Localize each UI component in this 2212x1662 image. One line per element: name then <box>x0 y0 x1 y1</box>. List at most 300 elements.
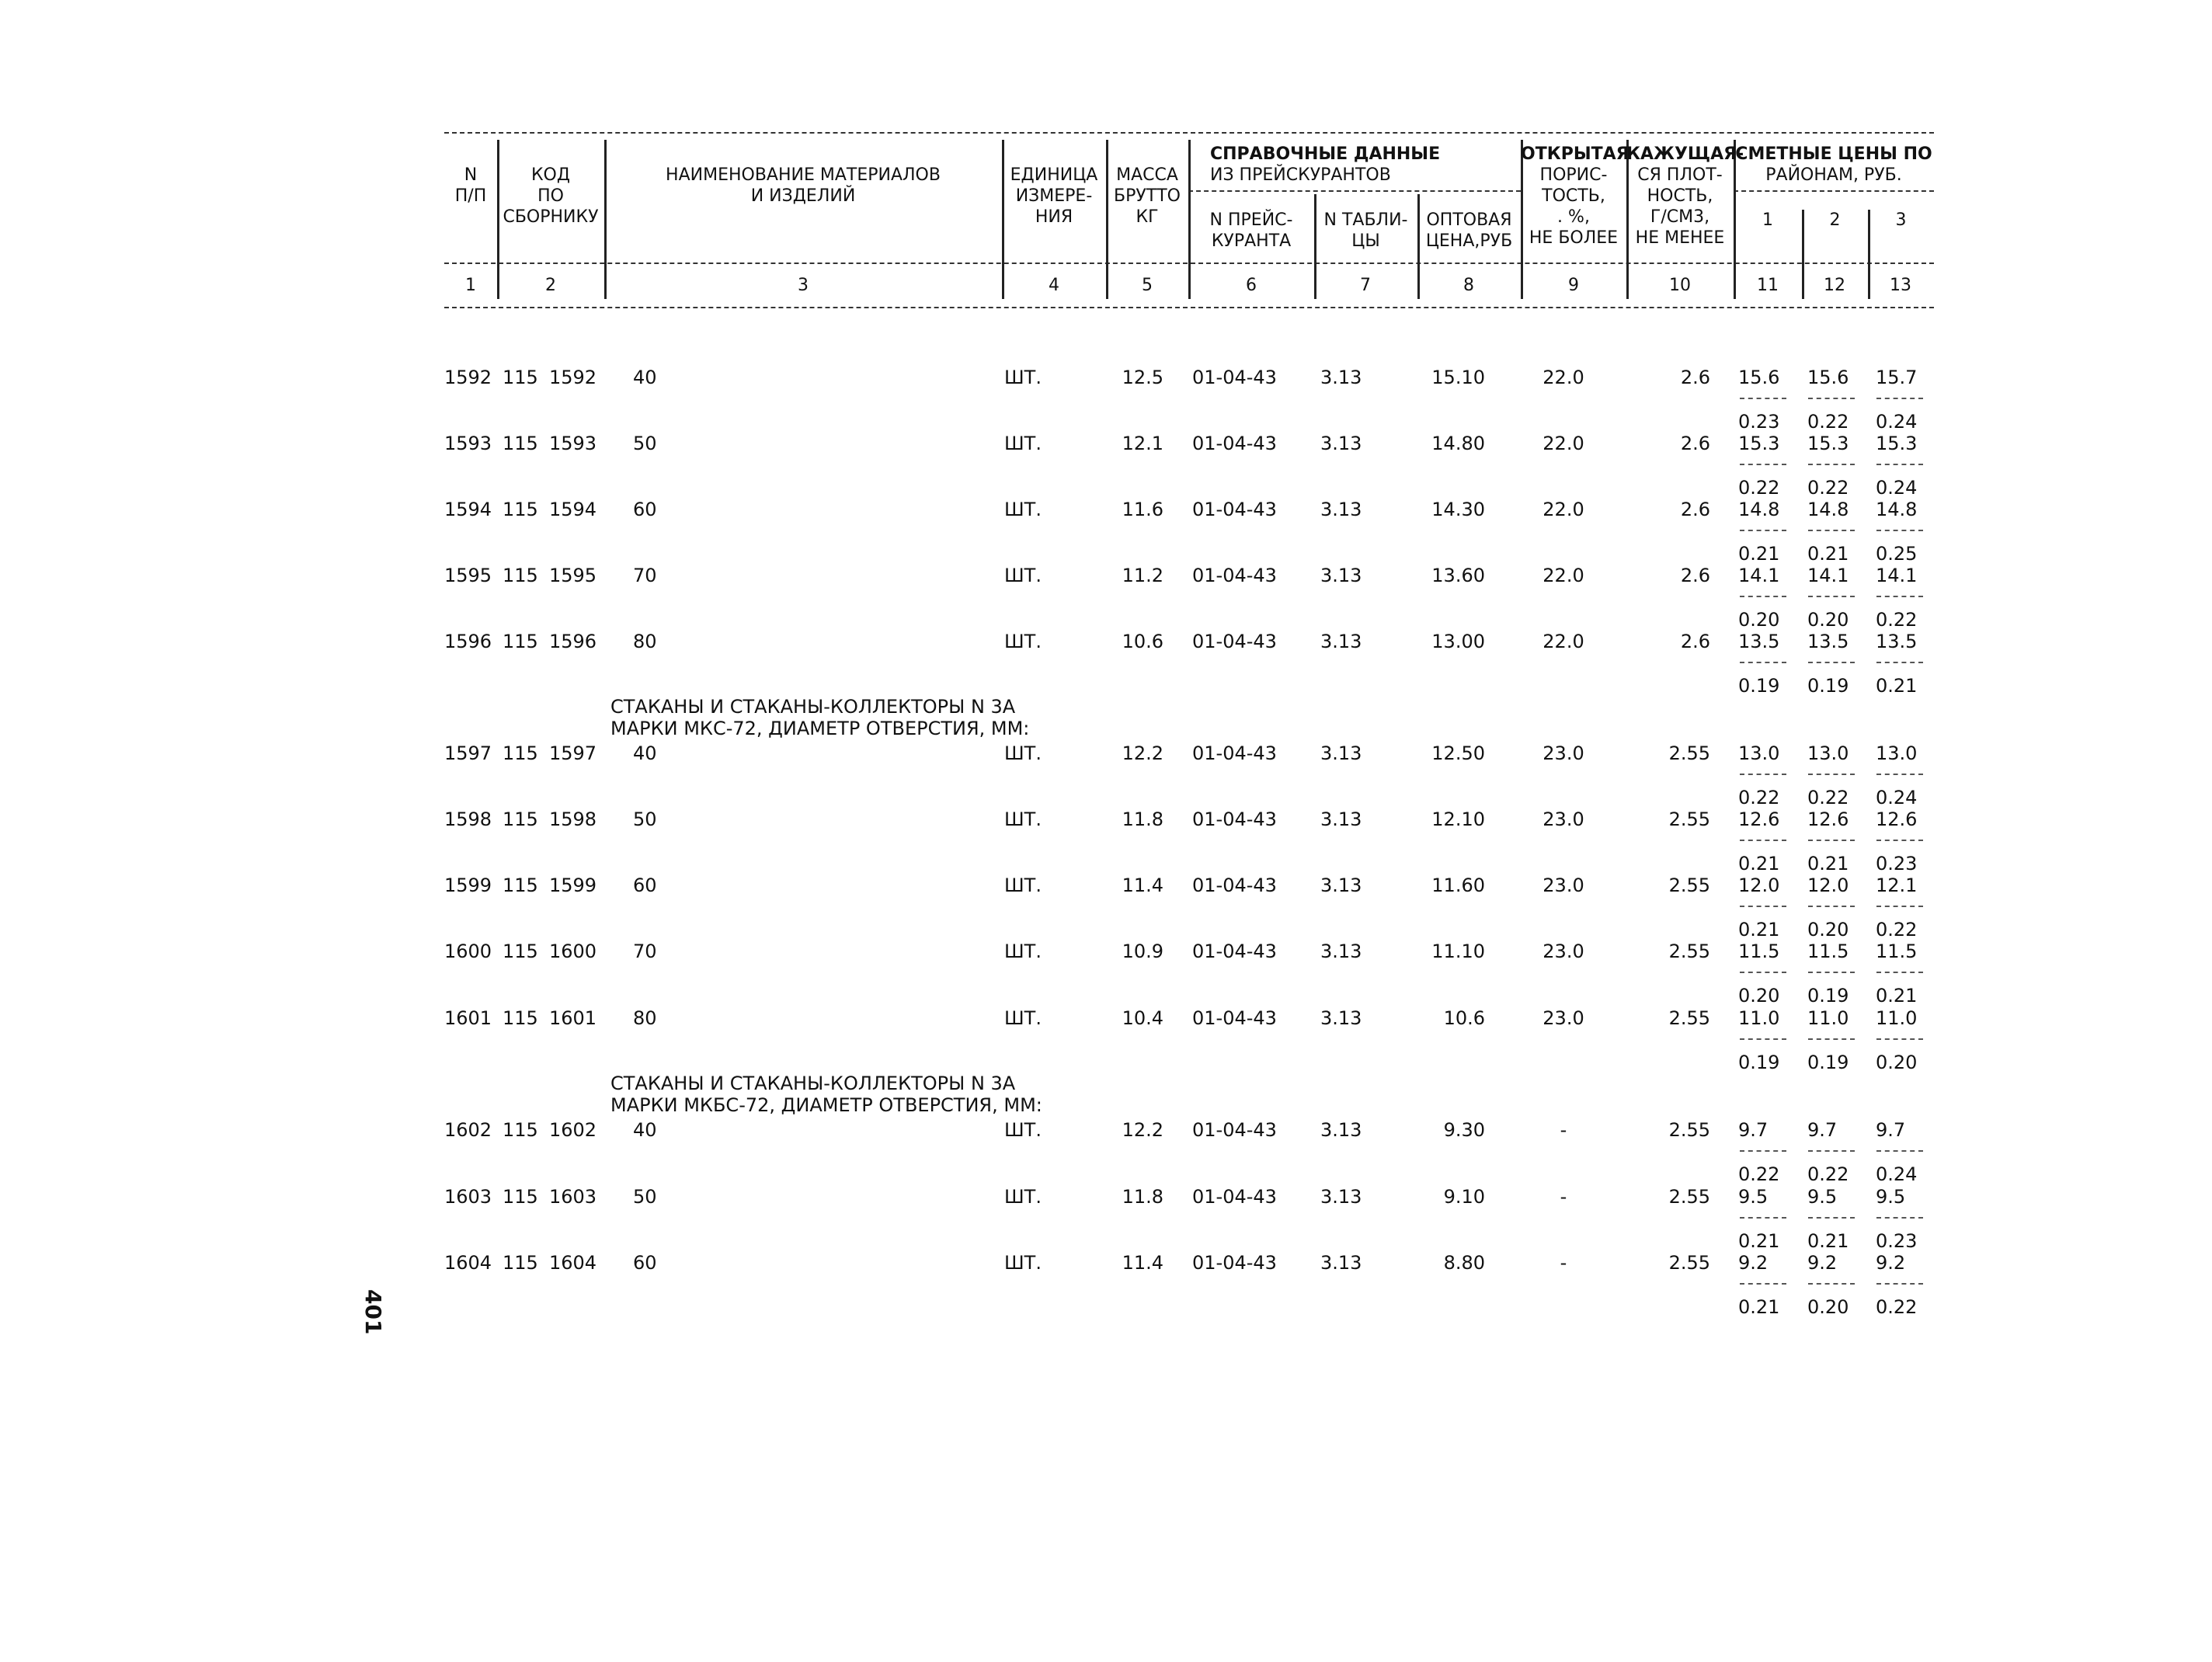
pricelist-number: 01-04-43 <box>1192 1252 1277 1274</box>
region-price-share-2: 0.19 <box>1807 1052 1849 1073</box>
fraction-line <box>1740 774 1786 775</box>
wholesale-price: 15.10 <box>1431 367 1485 388</box>
column-number: 9 <box>1568 276 1579 295</box>
section-heading <box>610 1073 1042 1116</box>
row-number: 1594 <box>444 499 492 520</box>
catalog-code: 115 <box>503 1186 538 1208</box>
catalog-code: 115 <box>503 499 538 520</box>
column-number: 5 <box>1142 276 1153 295</box>
region-price-3: 9.2 <box>1876 1252 1906 1274</box>
mass: 11.2 <box>1122 565 1163 586</box>
column-number: 11 <box>1757 276 1779 295</box>
fraction-line <box>1808 1038 1855 1040</box>
fraction-line <box>1876 840 1923 841</box>
density: 2.55 <box>1668 742 1710 764</box>
fraction-line <box>1740 596 1786 597</box>
pricelist-number: 01-04-43 <box>1192 941 1277 962</box>
region-price-3: 9.5 <box>1876 1186 1906 1208</box>
header-col-name: НАИМЕНОВАНИЕ МАТЕРИАЛОВ И ИЗДЕЛИЙ <box>666 165 941 206</box>
row-number: 1600 <box>444 941 492 962</box>
wholesale-price: 13.00 <box>1431 631 1485 652</box>
region-price-share-2: 0.19 <box>1807 675 1849 697</box>
fraction-line <box>1808 596 1855 597</box>
catalog-code: 115 <box>503 631 538 652</box>
wholesale-price: 9.10 <box>1443 1186 1485 1208</box>
header-top-rule <box>444 132 1934 134</box>
region-price-1: 11.5 <box>1738 941 1780 962</box>
region-price-share-1: 0.21 <box>1738 543 1780 565</box>
region-price-share-1: 0.19 <box>1738 1052 1780 1073</box>
row-number: 1595 <box>444 565 492 586</box>
fraction-line <box>1876 1038 1923 1040</box>
region-price-share-3: 0.23 <box>1876 853 1918 874</box>
column-number: 2 <box>545 276 556 295</box>
unit: ШТ. <box>1004 1252 1042 1274</box>
region-price-share-2: 0.20 <box>1807 919 1849 941</box>
region-price-3: 15.3 <box>1876 433 1918 454</box>
mass: 11.4 <box>1122 1252 1163 1274</box>
region-price-2: 11.5 <box>1807 941 1849 962</box>
region-price-share-2: 0.21 <box>1807 853 1849 874</box>
unit: ШТ. <box>1004 631 1042 652</box>
section-heading-line: СТАКАНЫ И СТАКАНЫ-КОЛЛЕКТОРЫ N 3А <box>610 696 1016 718</box>
item-name: 80 <box>633 631 657 652</box>
table-number: 3.13 <box>1320 433 1362 454</box>
region-price-share-1: 0.23 <box>1738 411 1780 433</box>
column-number: 4 <box>1049 276 1059 295</box>
mass: 12.2 <box>1122 1119 1163 1141</box>
region-price-share-2: 0.20 <box>1807 1296 1849 1318</box>
fraction-line <box>1876 530 1923 531</box>
fraction-line <box>1740 1150 1786 1152</box>
catalog-code: 1599 <box>549 874 597 896</box>
region-price-share-1: 0.22 <box>1738 477 1780 499</box>
column-number: 12 <box>1824 276 1845 295</box>
item-name: 50 <box>633 433 657 454</box>
section-heading-line: МАРКИ МКБС-72, ДИАМЕТР ОТВЕРСТИЯ, ММ: <box>610 1094 1042 1116</box>
header-group-prices: СМЕТНЫЕ ЦЕНЫ ПО РАЙОНАМ, РУБ. <box>1735 144 1932 185</box>
table-number: 3.13 <box>1320 742 1362 764</box>
region-price-share-2: 0.20 <box>1807 609 1849 631</box>
region-price-1: 13.5 <box>1738 631 1780 652</box>
pricelist-number: 01-04-43 <box>1192 874 1277 896</box>
fraction-line <box>1808 1283 1855 1285</box>
table-number: 3.13 <box>1320 367 1362 388</box>
table-number: 3.13 <box>1320 1252 1362 1274</box>
catalog-code: 1596 <box>549 631 597 652</box>
catalog-code: 115 <box>503 433 538 454</box>
catalog-code: 115 <box>503 941 538 962</box>
region-price-2: 15.6 <box>1807 367 1849 388</box>
region-price-3: 12.6 <box>1876 808 1918 830</box>
header-col-porosity: ОТКРЫТАЯ ПОРИС- ТОСТЬ, . %, НЕ БОЛЕЕ <box>1521 144 1629 248</box>
fraction-line <box>1876 662 1923 663</box>
section-heading-line: СТАКАНЫ И СТАКАНЫ-КОЛЛЕКТОРЫ N 3А <box>610 1073 1016 1094</box>
table-number: 3.13 <box>1320 874 1362 896</box>
unit: ШТ. <box>1004 433 1042 454</box>
header-col-number: N П/П <box>454 165 487 206</box>
region-price-share-3: 0.24 <box>1876 1163 1918 1185</box>
mass: 12.1 <box>1122 433 1163 454</box>
unit: ШТ. <box>1004 565 1042 586</box>
region-price-share-1: 0.21 <box>1738 919 1780 941</box>
header-bottom-rule <box>444 307 1934 308</box>
mass: 10.9 <box>1122 941 1163 962</box>
porosity: 23.0 <box>1542 742 1584 764</box>
item-name: 50 <box>633 808 657 830</box>
fraction-line <box>1876 464 1923 465</box>
wholesale-price: 11.10 <box>1431 941 1485 962</box>
region-price-share-3: 0.25 <box>1876 543 1918 565</box>
table-number: 3.13 <box>1320 808 1362 830</box>
region-price-1: 15.6 <box>1738 367 1780 388</box>
catalog-code: 1601 <box>549 1007 597 1029</box>
item-name: 60 <box>633 1252 657 1274</box>
item-name: 60 <box>633 874 657 896</box>
header-col-region-2: 2 <box>1829 210 1841 230</box>
region-price-1: 13.0 <box>1738 742 1780 764</box>
region-price-3: 14.8 <box>1876 499 1918 520</box>
fraction-line <box>1876 1217 1923 1219</box>
fraction-line <box>1876 398 1923 399</box>
row-number: 1603 <box>444 1186 492 1208</box>
fraction-line <box>1808 398 1855 399</box>
region-price-3: 11.0 <box>1876 1007 1918 1029</box>
region-price-1: 11.0 <box>1738 1007 1780 1029</box>
unit: ШТ. <box>1004 941 1042 962</box>
group-ref-rule <box>1188 190 1521 192</box>
catalog-code: 1595 <box>549 565 597 586</box>
region-price-share-2: 0.19 <box>1807 985 1849 1007</box>
region-price-share-3: 0.21 <box>1876 985 1918 1007</box>
region-price-share-3: 0.22 <box>1876 919 1918 941</box>
unit: ШТ. <box>1004 1186 1042 1208</box>
fraction-line <box>1808 972 1855 973</box>
table-number: 3.13 <box>1320 565 1362 586</box>
region-price-1: 9.2 <box>1738 1252 1769 1274</box>
fraction-line <box>1740 906 1786 907</box>
catalog-code: 115 <box>503 808 538 830</box>
header-col-region-3: 3 <box>1895 210 1907 230</box>
wholesale-price: 10.6 <box>1443 1007 1485 1029</box>
column-number: 6 <box>1246 276 1257 295</box>
pricelist-number: 01-04-43 <box>1192 808 1277 830</box>
region-price-share-3: 0.21 <box>1876 675 1918 697</box>
region-price-2: 14.1 <box>1807 565 1849 586</box>
fraction-line <box>1876 972 1923 973</box>
region-price-share-3: 0.24 <box>1876 787 1918 808</box>
fraction-line <box>1876 596 1923 597</box>
region-price-1: 9.7 <box>1738 1119 1769 1141</box>
fraction-line <box>1808 906 1855 907</box>
region-price-1: 14.1 <box>1738 565 1780 586</box>
unit: ШТ. <box>1004 808 1042 830</box>
header-col-density: КАЖУЩАЯ- СЯ ПЛОТ- НОСТЬ, Г/СМ3, НЕ МЕНЕЕ <box>1626 144 1744 248</box>
fraction-line <box>1740 398 1786 399</box>
fraction-line <box>1808 662 1855 663</box>
fraction-line <box>1740 1217 1786 1219</box>
group-price-rule <box>1734 190 1934 192</box>
wholesale-price: 14.80 <box>1431 433 1485 454</box>
column-number: 10 <box>1669 276 1691 295</box>
catalog-code: 115 <box>503 565 538 586</box>
porosity: 23.0 <box>1542 808 1584 830</box>
region-price-2: 9.7 <box>1807 1119 1838 1141</box>
item-name: 80 <box>633 1007 657 1029</box>
row-number: 1596 <box>444 631 492 652</box>
porosity: 22.0 <box>1542 367 1584 388</box>
wholesale-price: 11.60 <box>1431 874 1485 896</box>
density: 2.55 <box>1668 808 1710 830</box>
region-price-3: 13.0 <box>1876 742 1918 764</box>
catalog-code: 1602 <box>549 1119 597 1141</box>
catalog-code: 1604 <box>549 1252 597 1274</box>
density: 2.6 <box>1680 499 1710 520</box>
pricelist-number: 01-04-43 <box>1192 565 1277 586</box>
region-price-share-3: 0.22 <box>1876 1296 1918 1318</box>
table-number: 3.13 <box>1320 631 1362 652</box>
region-price-2: 11.0 <box>1807 1007 1849 1029</box>
catalog-code: 1598 <box>549 808 597 830</box>
region-price-share-3: 0.20 <box>1876 1052 1918 1073</box>
catalog-code: 1597 <box>549 742 597 764</box>
region-price-share-3: 0.23 <box>1876 1230 1918 1252</box>
wholesale-price: 8.80 <box>1443 1252 1485 1274</box>
header-col-pricelist: N ПРЕЙС- КУРАНТА <box>1209 210 1293 251</box>
header-col-mass: МАССА БРУТТО КГ <box>1114 165 1181 227</box>
region-price-1: 14.8 <box>1738 499 1780 520</box>
item-name: 40 <box>633 1119 657 1141</box>
unit: ШТ. <box>1004 874 1042 896</box>
pricelist-number: 01-04-43 <box>1192 433 1277 454</box>
column-number: 7 <box>1360 276 1371 295</box>
wholesale-price: 14.30 <box>1431 499 1485 520</box>
fraction-line <box>1740 840 1786 841</box>
fraction-line <box>1740 530 1786 531</box>
fraction-line <box>1876 774 1923 775</box>
fraction-line <box>1740 662 1786 663</box>
region-price-2: 13.5 <box>1807 631 1849 652</box>
region-price-share-2: 0.22 <box>1807 787 1849 808</box>
fraction-line <box>1808 464 1855 465</box>
fraction-line <box>1808 530 1855 531</box>
fraction-line <box>1808 1217 1855 1219</box>
row-number: 1599 <box>444 874 492 896</box>
pricelist-number: 01-04-43 <box>1192 367 1277 388</box>
mass: 10.6 <box>1122 631 1163 652</box>
row-number: 1593 <box>444 433 492 454</box>
region-price-share-1: 0.21 <box>1738 1296 1780 1318</box>
density: 2.6 <box>1680 631 1710 652</box>
region-price-share-1: 0.22 <box>1738 1163 1780 1185</box>
fraction-line <box>1740 1283 1786 1285</box>
fraction-line <box>1740 1038 1786 1040</box>
mass: 11.8 <box>1122 808 1163 830</box>
region-price-2: 9.5 <box>1807 1186 1838 1208</box>
table-number: 3.13 <box>1320 941 1362 962</box>
porosity: - <box>1560 1119 1567 1141</box>
region-price-share-3: 0.24 <box>1876 411 1918 433</box>
porosity: 22.0 <box>1542 565 1584 586</box>
region-price-3: 9.7 <box>1876 1119 1906 1141</box>
fraction-line <box>1876 1283 1923 1285</box>
mass: 11.8 <box>1122 1186 1163 1208</box>
region-price-share-2: 0.21 <box>1807 1230 1849 1252</box>
porosity: 23.0 <box>1542 874 1584 896</box>
region-price-share-1: 0.21 <box>1738 853 1780 874</box>
region-price-3: 12.1 <box>1876 874 1918 896</box>
section-heading <box>610 696 1029 739</box>
row-number: 1601 <box>444 1007 492 1029</box>
item-name: 40 <box>633 742 657 764</box>
porosity: 22.0 <box>1542 631 1584 652</box>
header-col-region-1: 1 <box>1762 210 1773 230</box>
region-price-2: 13.0 <box>1807 742 1849 764</box>
unit: ШТ. <box>1004 742 1042 764</box>
region-price-share-1: 0.19 <box>1738 675 1780 697</box>
row-number: 1597 <box>444 742 492 764</box>
catalog-code: 115 <box>503 1252 538 1274</box>
unit: ШТ. <box>1004 1119 1042 1141</box>
catalog-code: 1603 <box>549 1186 597 1208</box>
wholesale-price: 13.60 <box>1431 565 1485 586</box>
row-number: 1602 <box>444 1119 492 1141</box>
porosity: 23.0 <box>1542 941 1584 962</box>
porosity: 22.0 <box>1542 433 1584 454</box>
region-price-3: 11.5 <box>1876 941 1918 962</box>
region-price-1: 12.6 <box>1738 808 1780 830</box>
catalog-code: 115 <box>503 1007 538 1029</box>
region-price-2: 14.8 <box>1807 499 1849 520</box>
density: 2.6 <box>1680 433 1710 454</box>
column-number: 1 <box>465 276 476 295</box>
row-number: 1598 <box>444 808 492 830</box>
table-number: 3.13 <box>1320 499 1362 520</box>
region-price-3: 15.7 <box>1876 367 1918 388</box>
item-name: 70 <box>633 565 657 586</box>
region-price-2: 12.0 <box>1807 874 1849 896</box>
porosity: 22.0 <box>1542 499 1584 520</box>
region-price-share-2: 0.22 <box>1807 477 1849 499</box>
row-number: 1592 <box>444 367 492 388</box>
catalog-code: 115 <box>503 367 538 388</box>
pricelist-number: 01-04-43 <box>1192 742 1277 764</box>
section-heading-line: МАРКИ МКС-72, ДИАМЕТР ОТВЕРСТИЯ, ММ: <box>610 718 1030 739</box>
fraction-line <box>1740 972 1786 973</box>
column-number: 8 <box>1463 276 1474 295</box>
wholesale-price: 12.10 <box>1431 808 1485 830</box>
density: 2.55 <box>1668 874 1710 896</box>
region-price-share-3: 0.24 <box>1876 477 1918 499</box>
pricelist-number: 01-04-43 <box>1192 1119 1277 1141</box>
wholesale-price: 9.30 <box>1443 1119 1485 1141</box>
column-number: 13 <box>1890 276 1911 295</box>
density: 2.55 <box>1668 1186 1710 1208</box>
region-price-share-2: 0.22 <box>1807 1163 1849 1185</box>
fraction-line <box>1876 1150 1923 1152</box>
region-price-2: 15.3 <box>1807 433 1849 454</box>
header-col-table: N ТАБЛИ- ЦЫ <box>1323 210 1408 251</box>
density: 2.55 <box>1668 1119 1710 1141</box>
mass: 10.4 <box>1122 1007 1163 1029</box>
page-number: 401 <box>360 1289 386 1335</box>
unit: ШТ. <box>1004 1007 1042 1029</box>
region-price-2: 9.2 <box>1807 1252 1838 1274</box>
catalog-code: 1592 <box>549 367 597 388</box>
pricelist-number: 01-04-43 <box>1192 1007 1277 1029</box>
density: 2.55 <box>1668 1252 1710 1274</box>
mass: 11.4 <box>1122 874 1163 896</box>
catalog-code: 115 <box>503 874 538 896</box>
catalog-code: 115 <box>503 742 538 764</box>
pricelist-number: 01-04-43 <box>1192 631 1277 652</box>
item-name: 70 <box>633 941 657 962</box>
density: 2.6 <box>1680 367 1710 388</box>
fraction-line <box>1808 840 1855 841</box>
item-name: 50 <box>633 1186 657 1208</box>
region-price-share-1: 0.22 <box>1738 787 1780 808</box>
pricelist-number: 01-04-43 <box>1192 1186 1277 1208</box>
fraction-line <box>1876 906 1923 907</box>
porosity: 23.0 <box>1542 1007 1584 1029</box>
table-number: 3.13 <box>1320 1119 1362 1141</box>
catalog-code: 115 <box>503 1119 538 1141</box>
col-sep <box>604 140 607 299</box>
porosity: - <box>1560 1252 1567 1274</box>
table-number: 3.13 <box>1320 1186 1362 1208</box>
mass: 12.5 <box>1122 367 1163 388</box>
region-price-1: 9.5 <box>1738 1186 1769 1208</box>
catalog-code: 1593 <box>549 433 597 454</box>
region-price-share-2: 0.22 <box>1807 411 1849 433</box>
header-col-unit: ЕДИНИЦА ИЗМЕРЕ- НИЯ <box>1010 165 1098 227</box>
density: 2.55 <box>1668 941 1710 962</box>
catalog-code: 1600 <box>549 941 597 962</box>
region-price-share-2: 0.21 <box>1807 543 1849 565</box>
unit: ШТ. <box>1004 367 1042 388</box>
item-name: 60 <box>633 499 657 520</box>
porosity: - <box>1560 1186 1567 1208</box>
table-number: 3.13 <box>1320 1007 1362 1029</box>
pricelist-number: 01-04-43 <box>1192 499 1277 520</box>
mass: 11.6 <box>1122 499 1163 520</box>
region-price-1: 15.3 <box>1738 433 1780 454</box>
region-price-share-1: 0.20 <box>1738 985 1780 1007</box>
fraction-line <box>1808 774 1855 775</box>
density: 2.55 <box>1668 1007 1710 1029</box>
region-price-3: 14.1 <box>1876 565 1918 586</box>
region-price-3: 13.5 <box>1876 631 1918 652</box>
region-price-2: 12.6 <box>1807 808 1849 830</box>
unit: ШТ. <box>1004 499 1042 520</box>
catalog-code: 1594 <box>549 499 597 520</box>
mass: 12.2 <box>1122 742 1163 764</box>
header-col-code: КОД ПО СБОРНИКУ <box>503 165 599 227</box>
row-number: 1604 <box>444 1252 492 1274</box>
fraction-line <box>1740 464 1786 465</box>
region-price-share-1: 0.20 <box>1738 609 1780 631</box>
item-name: 40 <box>633 367 657 388</box>
region-price-share-3: 0.22 <box>1876 609 1918 631</box>
column-number: 3 <box>798 276 809 295</box>
region-price-share-1: 0.21 <box>1738 1230 1780 1252</box>
density: 2.6 <box>1680 565 1710 586</box>
wholesale-price: 12.50 <box>1431 742 1485 764</box>
region-price-1: 12.0 <box>1738 874 1780 896</box>
fraction-line <box>1808 1150 1855 1152</box>
header-col-wholesale: ОПТОВАЯ ЦЕНА,РУБ <box>1425 210 1513 251</box>
header-group-reference: СПРАВОЧНЫЕ ДАННЫЕ ИЗ ПРЕЙСКУРАНТОВ <box>1210 144 1441 185</box>
